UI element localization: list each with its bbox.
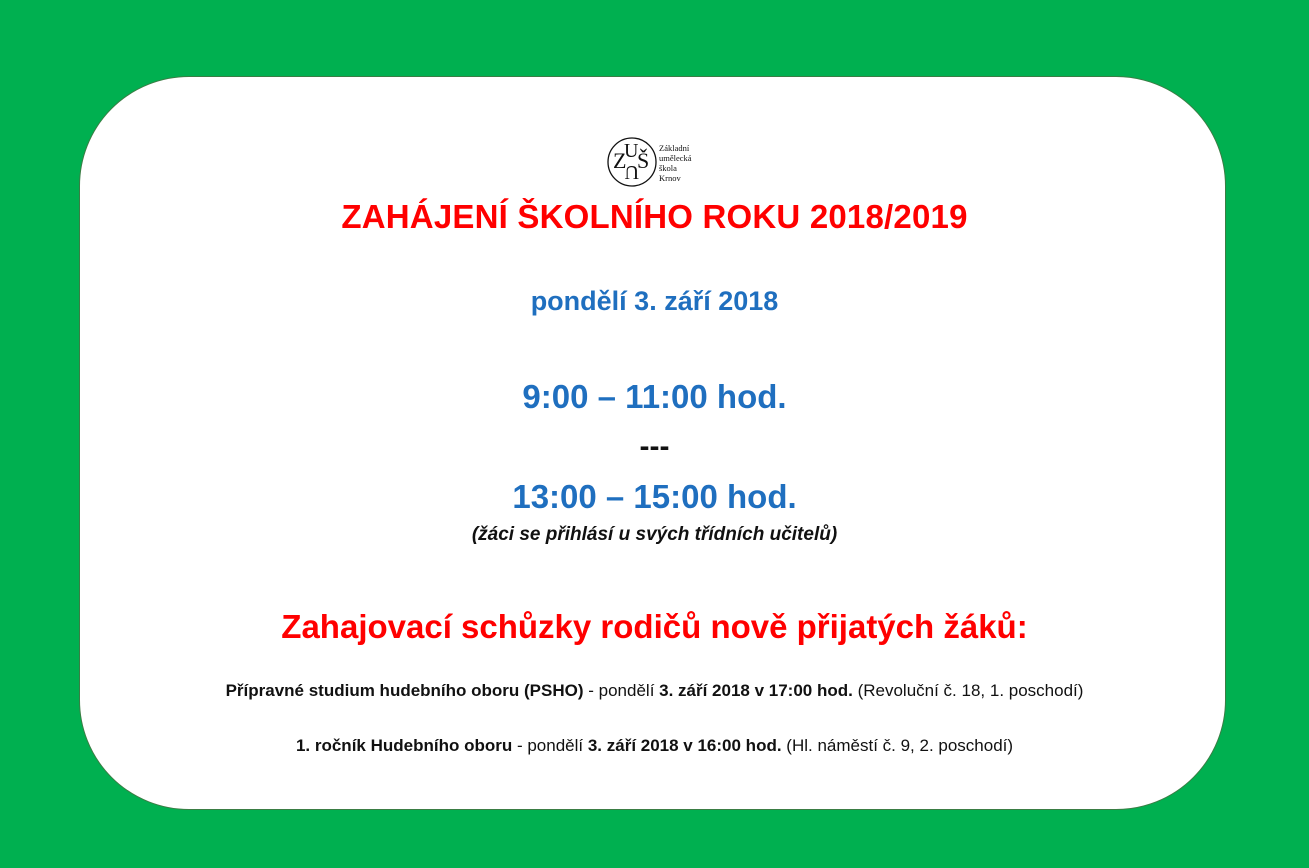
svg-text:U: U [624,161,639,183]
meeting-program: 1. ročník Hudebního oboru [295,736,513,755]
meeting-location: (Hl. náměstí č. 9, 2. poschodí) [781,736,1014,755]
svg-text:U: U [624,140,639,162]
logo-text-line: Základní [659,143,690,153]
school-logo-zus-icon [607,135,707,189]
logo-text-line: Krnov [659,173,681,183]
meeting-datetime: 3. září 2018 v 16:00 hod. [587,736,782,755]
meeting-location: (Revoluční č. 18, 1. poschodí) [852,681,1084,700]
meetings-title: Zahajovací schůzky rodičů nově přijatých žáků: [281,608,1028,645]
svg-text:Š: Š [637,148,650,173]
time-slot-afternoon: 13:00 – 15:00 hod. [512,478,797,515]
svg-text:Z: Z [613,148,627,173]
meeting-program: Přípravné studium hudebního oboru (PSHO) [225,681,584,700]
meeting-day: - pondělí [583,681,660,700]
meeting-day: - pondělí [512,736,588,755]
logo-text-line: umělecká [659,153,692,163]
logo-text-line: škola [659,163,677,173]
meeting-item [0,736,1309,756]
school-logo [607,135,707,189]
meeting-datetime: 3. září 2018 v 17:00 hod. [659,681,853,700]
page-title: ZAHÁJENÍ ŠKOLNÍHO ROKU 2018/2019 [341,198,968,235]
meeting-item [0,681,1309,701]
time-slot-morning: 9:00 – 11:00 hod. [522,378,787,415]
event-date: pondělí 3. září 2018 [530,286,779,316]
note-text: (žáci se přihlásí u svých třídních učitelů) [471,524,838,545]
separator: --- [639,430,670,463]
